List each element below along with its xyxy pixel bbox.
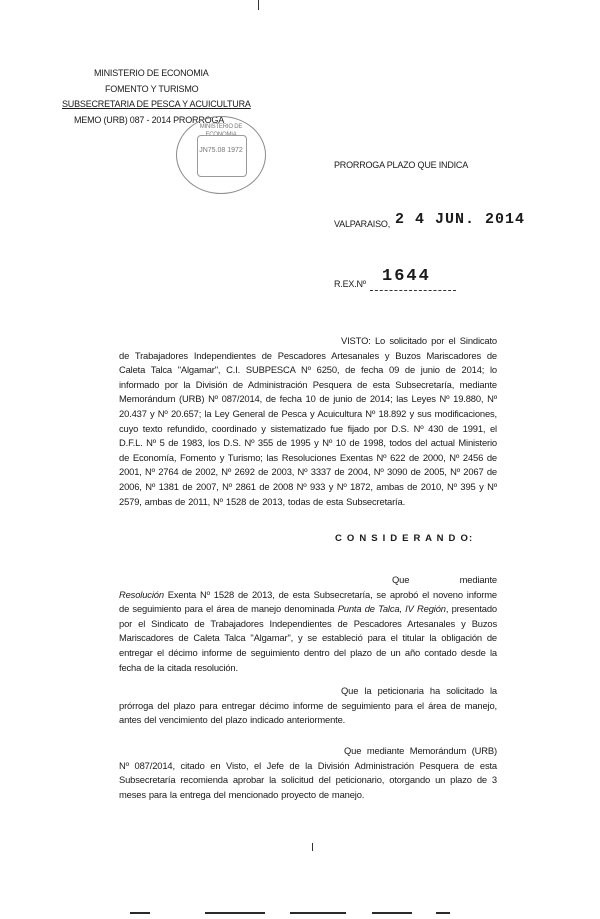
header-portfolio: FOMENTO Y TURISMO xyxy=(105,84,199,94)
p3-text: 087/2014, citado en Visto, el Jefe de la División Administración Pesquera de esta Subsecretaría recomienda aprobar la solicitud del peticionario, otorgando un plazo de 3 meses para la entrega del mencionado proyecto de manejo. xyxy=(119,759,497,800)
scan-mark-bottom-1 xyxy=(130,912,150,914)
considerando-paragraph-1 xyxy=(119,573,497,675)
p1-text-2: , presentado por el Sindicato de Trabajadores Independientes de Pescadores Artesanales y Buzos Mariscadores de Caleta Talca "Algamar", y se estableció para el titular la obligación de entregar el décimo informe de seguimiento dentro del plazo de un año contado desde la fecha de la citada resolución. xyxy=(119,603,497,673)
scan-mark-bottom-2 xyxy=(205,912,265,914)
p1-italic-1: Resolución xyxy=(119,588,164,600)
p2-text: plazo para entregar décimo informe de seguimiento para el área de manejo, antes del vencimiento del plazo indicado anteriormente. xyxy=(119,699,497,726)
scan-mark-mid xyxy=(312,843,313,851)
subject-line: PRORROGA PLAZO QUE INDICA xyxy=(334,160,469,170)
header-memo: MEMO (URB) 087 - 2014 PRORROGA xyxy=(74,115,225,125)
considerando-paragraph-3 xyxy=(119,744,497,802)
place-label: VALPARAISO, xyxy=(334,219,390,229)
visto-text: Lo solicitado por el Sindicato de Trabajadores Independientes de Pescadores Artesanales y Buzos Mariscadores de Caleta Talca "Algamar", C.I. SUBPESCA Nº 6250, de fecha 09 de junio de 2014; lo informado por la División de Administración Pesquera de esta Subsecretaría, mediante Memorándum (URB) Nº 087/2014, de fecha 10 de junio de 2014; las Leyes Nº 19.880, Nº 20.437 y Nº 20.657; la Ley General de Pesca y Acuicultura Nº 18.892 y sus modificaciones, cuyo texto refundido, coordinado y sistematizado fue fijado por D.S. Nº 430 de 1991, el D.F.L. Nº 5 de 1983, los D.S. Nº 355 de 1995 y Nº 10 de 1998, todos del actual Ministerio de Economía, Fomento y Turismo; las Resoluciones Exentas Nº 622 de 2000, Nº 2456 de 2001, Nº 2764 de 2002, Nº 2692 de 2003, Nº 3337 de 2004, Nº 3090 de 2005, Nº 2067 de 2006, Nº 1381 de 2007, Nº 2861 de 2008 Nº 933 y Nº 1872, ambas de 2010, Nº 395 y Nº 2579, ambas de 2011, Nº 1528 de 2013, todas de esta Subsecretaría. xyxy=(119,335,497,507)
p1-text-1: Exenta Nº 1528 de 2013, de esta Subsecretaría, se aprobó el noveno informe de seguimiento para el área de manejo denominada xyxy=(119,588,497,615)
stamp-inner-box xyxy=(197,135,247,177)
scan-mark-bottom-4 xyxy=(372,912,412,914)
scan-mark-bottom-3 xyxy=(290,912,346,914)
resolution-dash-line xyxy=(370,290,456,291)
visto-lead: VISTO: xyxy=(341,335,371,346)
p1-lead: Que mediante xyxy=(392,574,497,585)
header-subsecretaria: SUBSECRETARIA DE PESCA Y ACUICULTURA xyxy=(62,99,251,109)
date-stamp: 2 4 JUN. 2014 xyxy=(395,211,526,228)
considerando-paragraph-2 xyxy=(119,684,497,728)
considerando-title: C O N S I D E R A N D O: xyxy=(335,533,474,544)
p2-lead: Que la peticionaria ha solicitado la prórroga del xyxy=(119,685,497,711)
official-stamp xyxy=(176,116,266,194)
stamp-ring-text: MINISTERIO DE ECONOMIA xyxy=(199,124,243,138)
scan-mark-top xyxy=(258,0,259,10)
resolution-label: R.EX.Nº xyxy=(334,279,366,289)
visto-paragraph xyxy=(119,334,497,509)
resolution-number: 1644 xyxy=(382,267,431,286)
stamp-code: JN75.08 1972 xyxy=(199,147,243,154)
scan-mark-bottom-5 xyxy=(436,912,450,914)
header-ministry: MINISTERIO DE ECONOMIA xyxy=(94,68,209,78)
p1-italic-2: Punta de Talca, IV Región xyxy=(337,603,446,615)
p3-lead: Que mediante Memorándum (URB) Nº xyxy=(119,745,497,771)
